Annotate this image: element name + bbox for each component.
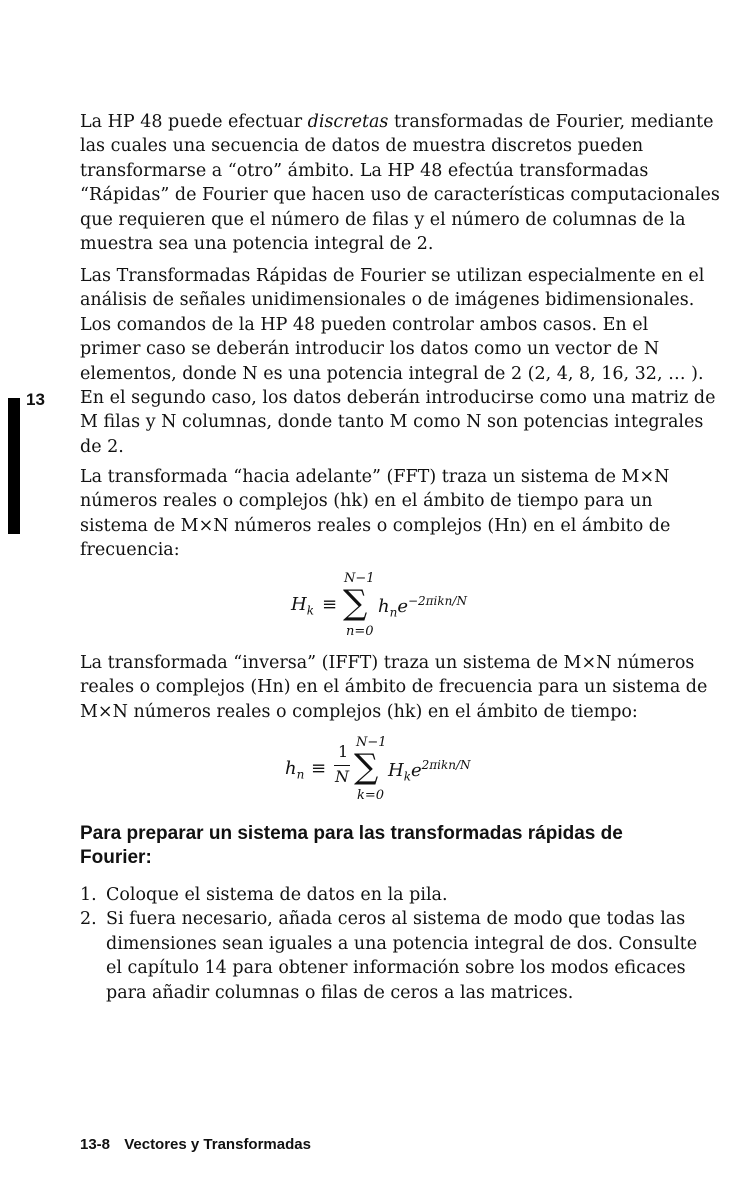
text-line: sistema de M×N números reales o complejos (Hn) en el ámbito de <box>80 515 671 536</box>
paragraph-forward-transform <box>80 465 705 563</box>
text-line: M×N números reales o complejos (hk) en el ámbito de tiempo: <box>80 701 638 722</box>
text-line: Coloque el sistema de datos en la pila. <box>106 885 448 905</box>
step-number: 1. <box>80 885 97 905</box>
text-line: muestra sea una potencia integral de 2. <box>80 234 434 255</box>
text-line: números reales o complejos (hk) en el ámbito de tiempo para un <box>80 491 653 512</box>
text-line: Las Transformadas Rápidas de Fourier se utilizan especialmente en el <box>80 266 705 286</box>
steps-list <box>80 883 720 1005</box>
text-line: “Rápidas” de Fourier que hacen uso de características computacionales <box>80 185 720 206</box>
formula-term: $h_ne^{-2\pi ikn/N}$ <box>378 594 467 620</box>
paragraph-fft-uses <box>80 264 716 459</box>
text-line: La transformada “inversa” (IFFT) traza un sistema de M×N números <box>80 653 695 673</box>
section-heading <box>80 822 705 870</box>
text-line: elementos, donde N es una potencia integral de 2 (2, 4, 8, 16, 32, … ). <box>80 363 704 384</box>
text-line: reales o complejos (Hn) en el ámbito de frecuencia para un sistema de <box>80 677 708 698</box>
text-line: M filas y N columnas, donde tanto M como N son potencias integrales <box>80 412 704 433</box>
equiv-sign: ≡ <box>311 758 327 779</box>
sum-upper-limit: N−1 <box>344 571 375 586</box>
footer-title: Vectores y Transformadas <box>124 1136 311 1153</box>
equiv-sign: ≡ <box>322 594 338 615</box>
page-number: 13-8 <box>80 1136 111 1153</box>
text-line: primer caso se deberán introducir los datos como un vector de N <box>80 339 660 360</box>
text-line: análisis de señales unidimensionales o de imágenes bidimensionales. <box>80 290 695 311</box>
formula-term: $H_ke^{2\pi ikn/N}$ <box>388 758 471 784</box>
text-line: Los comandos de la HP 48 pueden controlar ambos casos. En el <box>80 314 649 335</box>
chapter-number: 13 <box>26 390 45 409</box>
formula-lhs: $H_k$ <box>291 594 314 618</box>
page-footer <box>80 1136 311 1153</box>
text-line: dimensiones sean iguales a una potencia integral de dos. Consulte <box>106 933 698 954</box>
text-line: el capítulo 14 para obtener información sobre los modos eficaces <box>106 958 686 979</box>
chapter-tab-bar <box>8 398 20 534</box>
text-line: de 2. <box>80 436 124 457</box>
fraction-numerator: 1 <box>338 742 349 761</box>
sum-lower-limit: n=0 <box>346 624 374 639</box>
formula-lhs: $h_n$ <box>285 758 305 782</box>
list-item <box>80 907 720 1005</box>
list-item <box>80 883 720 907</box>
fraction-denominator: N <box>335 767 349 786</box>
text-line: las cuales una secuencia de datos de muestra discretos pueden <box>80 136 644 157</box>
sigma-symbol: ∑ <box>354 747 379 787</box>
text-line: La HP 48 puede efectuar discretas transformadas de Fourier, mediante <box>80 112 714 132</box>
paragraph-intro <box>80 110 720 256</box>
paragraph-inverse-transform <box>80 651 708 724</box>
text-line: para añadir columnas o filas de ceros a las matrices. <box>106 982 574 1003</box>
text-line: En el segundo caso, los datos deberán introducirse como una matriz de <box>80 388 716 409</box>
text-line: que requieren que el número de filas y el número de columnas de la <box>80 209 686 230</box>
text-line: transformarse a “otro” ámbito. La HP 48 efectúa transformadas <box>80 160 649 181</box>
emphasis-discretas: discretas <box>307 112 389 132</box>
text-line: La transformada “hacia adelante” (FFT) traza un sistema de M×N <box>80 467 670 487</box>
sum-lower-limit: k=0 <box>357 788 385 803</box>
heading-line: Fourier: <box>80 847 152 868</box>
text-line: frecuencia: <box>80 540 180 561</box>
fraction-bar <box>334 765 350 766</box>
heading-line: Para preparar un sistema para las transformadas rápidas de <box>80 823 623 844</box>
step-number: 2. <box>80 909 97 930</box>
sigma-symbol: ∑ <box>343 583 368 623</box>
text-line: Si fuera necesario, añada ceros al sistema de modo que todas las <box>106 909 686 930</box>
sum-upper-limit: N−1 <box>356 735 387 750</box>
